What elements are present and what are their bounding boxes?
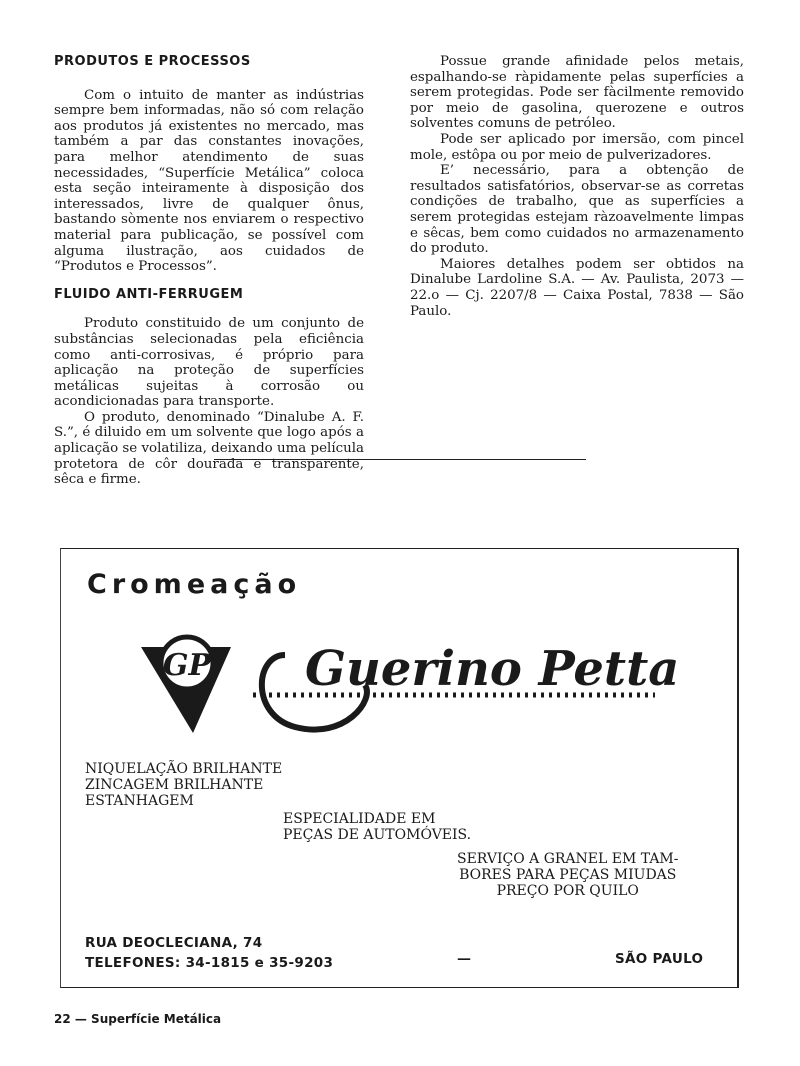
paragraph-intro: Com o intuito de manter as indústrias sempre bem informadas, não só com relação aos produtos já existentes no mercado, mas também a par das constantes inovações, para melhor atendimento de suas necessidades, “Superfície Metálica” coloca esta seção inteiramente à disposição dos interessados, livre de qualquer ônus, bastando sòmente nos enviarem o respectivo material para publicação, se possível com alguma ilustração, aos cuidados de “Produtos e Processos”. [54,87,364,275]
page-footer: 22 — Superfície Metálica [54,1012,222,1026]
paragraph-product: Produto constituido de um conjunto de substâncias selecionadas pela eficiência como anti-corrosivas, é próprio para aplicação na proteção de superfícies metálicas sujeitas à corrosão ou acondicionadas para transporte. [54,316,364,410]
advertisement-box [60,548,739,988]
section-heading-produtos: PRODUTOS E PROCESSOS [54,54,251,69]
paragraph-application: Pode ser aplicado por imersão, com pincel mole, estôpa ou por meio de pulverizadores. [410,131,744,163]
service-item: NIQUELAÇÃO BRILHANTE [85,761,283,777]
section-heading-fluido: FLUIDO ANTI-FERRUGEM [54,286,244,302]
section-divider [214,459,586,460]
separator-dash: — [457,951,471,967]
specialty-text [283,811,471,843]
specialty-line: PEÇAS DE AUTOMÓVEIS. [283,827,472,843]
specialty-line: ESPECIALIDADE EM [283,811,436,827]
bulk-service-text [457,851,679,899]
article-right-column [410,54,744,319]
service-item: ESTANHAGEM [85,793,194,809]
paragraph-contact: Maiores detalhes podem ser obtidos na Dinalube Lardoline S.A. — Av. Paulista, 2073 — 22.o — Cj. 2207/8 — Caixa Postal, 7838 — São Paulo. [410,256,744,319]
logo-name: Guerino Petta [305,641,680,697]
article-left-column [54,54,364,488]
street-address: RUA DEOCLECIANA, 74 [85,935,263,951]
paragraph-affinity: Possue grande afinidade pelos metais, espalhando-se ràpidamente pelas superfícies a serem protegidas. Pode ser fàcilmente removido por meio de gasolina, querozene e outros solventes comuns de petróleo. [410,54,744,132]
paragraph-name: O produto, denominado “Dinalube A. F. S.”, é diluido em um solvente que logo após a aplicação se volatiliza, deixando uma película protetora de côr dourada e transparente, sêca e firme. [54,409,364,488]
phone-numbers: TELEFONES: 34-1815 e 35-9203 [85,955,334,971]
ad-title: Cromeação [87,569,302,600]
city-name: SÃO PAULO [615,951,704,967]
logo-initials: GP [162,648,212,683]
services-list [85,761,282,809]
bulk-line: SERVIÇO A GRANEL EM TAM- [457,851,679,867]
address-block [85,933,333,973]
company-logo [135,615,695,745]
service-item: ZINCAGEM BRILHANTE [85,777,264,793]
bulk-line: BORES PARA PEÇAS MIUDAS [459,867,677,883]
paragraph-conditions: E’ necessário, para a obtenção de resultados satisfatórios, observar-se as corretas condições de trabalho, que as superfícies a serem protegidas estejam ràzoavelmente limpas e sêcas, bem como cuidados no armazenamento do produto. [410,163,744,257]
bulk-line: PREÇO POR QUILO [496,883,639,899]
